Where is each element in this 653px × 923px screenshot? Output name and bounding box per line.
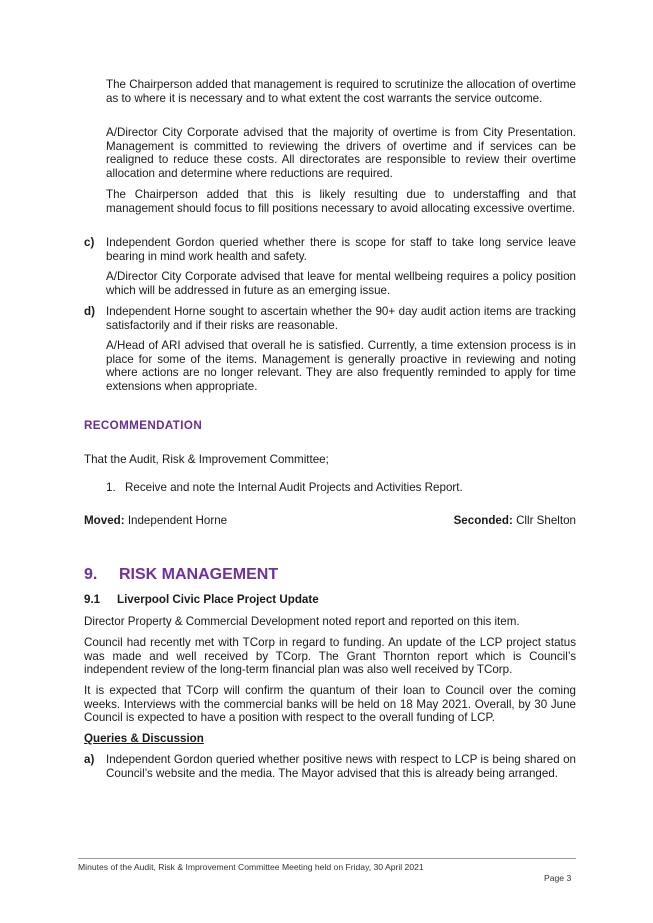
moved-line [84, 514, 227, 527]
query-a-marker: a) [84, 753, 95, 766]
query-a-text: Independent Gordon queried whether positive news with respect to LCP is being shared on Council’s website and the media. The Mayor advised that this is already being arranged. [106, 753, 576, 780]
seconded-line [454, 514, 576, 527]
footer-divider [78, 858, 576, 859]
chair-overtime-paragraph: The Chairperson added that management is required to scrutinize the allocation of overtime as to where it is necessary and to what extent the cost warrants the service outcome. [106, 78, 576, 105]
section-paragraph-3: It is expected that TCorp will confirm the quantum of their loan to Council over the coming weeks. Interviews with the commercial banks will be held on 18 May 2021. Overall, by 30 June Council is expected to have a position with respect to the overall funding of LCP. [84, 684, 576, 725]
item-c-question: Independent Gordon queried whether there is scope for staff to take long service leave bearing in mind work health and safety. [106, 236, 576, 263]
section-title: RISK MANAGEMENT [119, 566, 279, 583]
director-overtime-paragraph: A/Director City Corporate advised that the majority of overtime is from City Presentation. Management is committed to reviewing the drivers of overtime and if services can be realigned to reduce these costs. All directorates are responsible to review their overtime allocation and determine where reductions are required. [106, 126, 576, 180]
section-number: 9. [84, 566, 98, 583]
moved-label: Moved: [84, 514, 125, 527]
page-number: Page 3 [544, 873, 572, 883]
chair-understaffing-paragraph: The Chairperson added that this is likely resulting due to understaffing and that management should focus to fill positions necessary to avoid allocating excessive overtime. [106, 188, 576, 215]
recommendation-intro: That the Audit, Risk & Improvement Committee; [84, 453, 329, 466]
item-d-marker: d) [84, 305, 95, 318]
section-paragraph-2: Council had recently met with TCorp in regard to funding. An update of the LCP project status was made and well received by TCorp. The Grant Thornton report which is Council’s independent review of the long-term financial plan was also well received by TCorp. [84, 636, 576, 677]
moved-by: Independent Horne [127, 514, 228, 527]
item-c-response: A/Director City Corporate advised that leave for mental wellbeing requires a policy position which will be addressed in future as an emerging issue. [106, 270, 576, 297]
recommendation-item-text: Receive and note the Internal Audit Projects and Activities Report. [125, 481, 463, 494]
subsection-title: Liverpool Civic Place Project Update [117, 593, 319, 606]
item-d-response: A/Head of ARI advised that overall he is satisfied. Currently, a time extension process is in place for some of the items. Management is generally proactive in reviewing and noting where actions are no longer relevant. They are also frequently reminded to apply for time extensions when appropriate. [106, 339, 576, 393]
recommendation-heading: RECOMMENDATION [84, 419, 203, 432]
queries-heading: Queries & Discussion [84, 732, 204, 745]
subsection-number: 9.1 [84, 593, 101, 606]
section-paragraph-1: Director Property & Commercial Development noted report and reported on this item. [84, 615, 520, 628]
item-c-marker: c) [84, 236, 95, 249]
recommendation-item-number: 1. [106, 481, 116, 494]
item-d-question: Independent Horne sought to ascertain whether the 90+ day audit action items are tracking satisfactorily and if their risks are reasonable. [106, 305, 576, 332]
seconded-by: Cllr Shelton [516, 514, 576, 527]
seconded-label: Seconded: [453, 514, 513, 527]
footer-text: Minutes of the Audit, Risk & Improvement Committee Meeting held on Friday, 30 April 2021 [78, 862, 424, 872]
